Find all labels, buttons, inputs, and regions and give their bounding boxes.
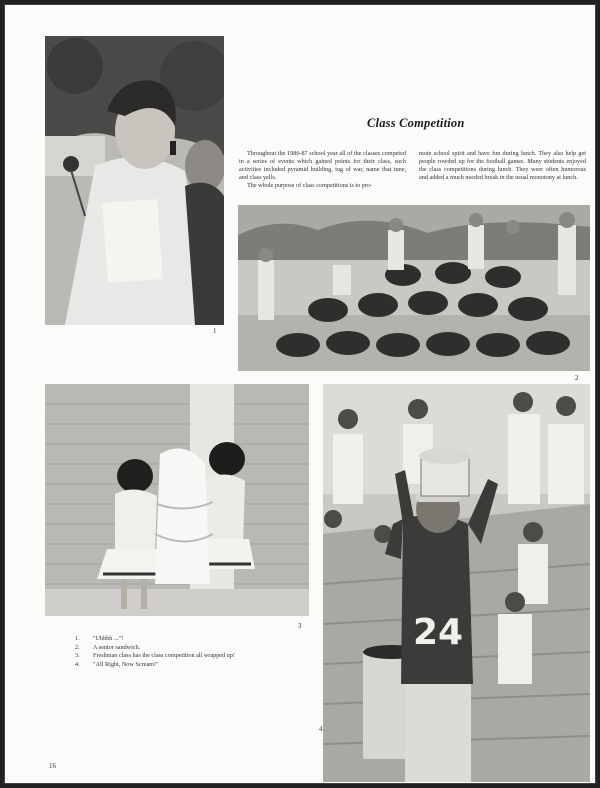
page-number: 16 (49, 762, 56, 770)
photo-captions (75, 635, 235, 669)
photo-3-image (45, 384, 309, 616)
photo-1-number: 1 (213, 327, 217, 335)
caption-item (75, 661, 235, 670)
caption-item (75, 644, 235, 653)
caption-text: A senior sandwich. (93, 643, 141, 651)
article-title: Class Competition (367, 116, 465, 130)
caption-number: 1. (75, 635, 80, 642)
caption-text: "All Right, Now Scream!" (93, 660, 159, 668)
caption-number: 3. (75, 652, 80, 660)
photo-football-player-trophy (323, 384, 590, 782)
yearbook-page (4, 4, 596, 784)
article-column-1 (239, 150, 406, 190)
article-column-2 (419, 150, 586, 182)
photo-3-number: 3 (298, 622, 302, 630)
jersey-number: 24 (412, 612, 464, 653)
photo-2-number: 2 (575, 374, 579, 382)
caption-text: "Uhhhh ..."! (93, 635, 124, 642)
photo-2-image (238, 205, 590, 371)
photo-student-microphone (45, 36, 224, 325)
photo-cheerleaders-wrapping (45, 384, 309, 616)
article-paragraph-3: mote school spirit and have fun during lunch. They also help get people rowded up for the football games. Many students enjoyed the class competitions during lunch. They were often humorous and added a much needed break in the usual monotony at lunch. (419, 150, 586, 182)
photo-human-pyramid (238, 205, 590, 371)
caption-text: Freshman class has the class competition all wrapped up! (93, 652, 235, 660)
photo-4-number: 4 (319, 725, 323, 733)
article-paragraph-1: Throughout the 1986-87 school year all of the classes competed in a series of events which gained points for their class, such activities included pyramid building, tug of war, name that tune, and class yells. (239, 150, 406, 182)
caption-number: 4. (75, 660, 80, 668)
photo-4-image (323, 384, 590, 782)
caption-number: 2. (75, 643, 80, 651)
caption-item (75, 635, 235, 644)
photo-1-image (45, 36, 224, 325)
caption-item (75, 652, 235, 661)
article-paragraph-2: The whole purpose of class competitions is to pro- (247, 182, 373, 190)
